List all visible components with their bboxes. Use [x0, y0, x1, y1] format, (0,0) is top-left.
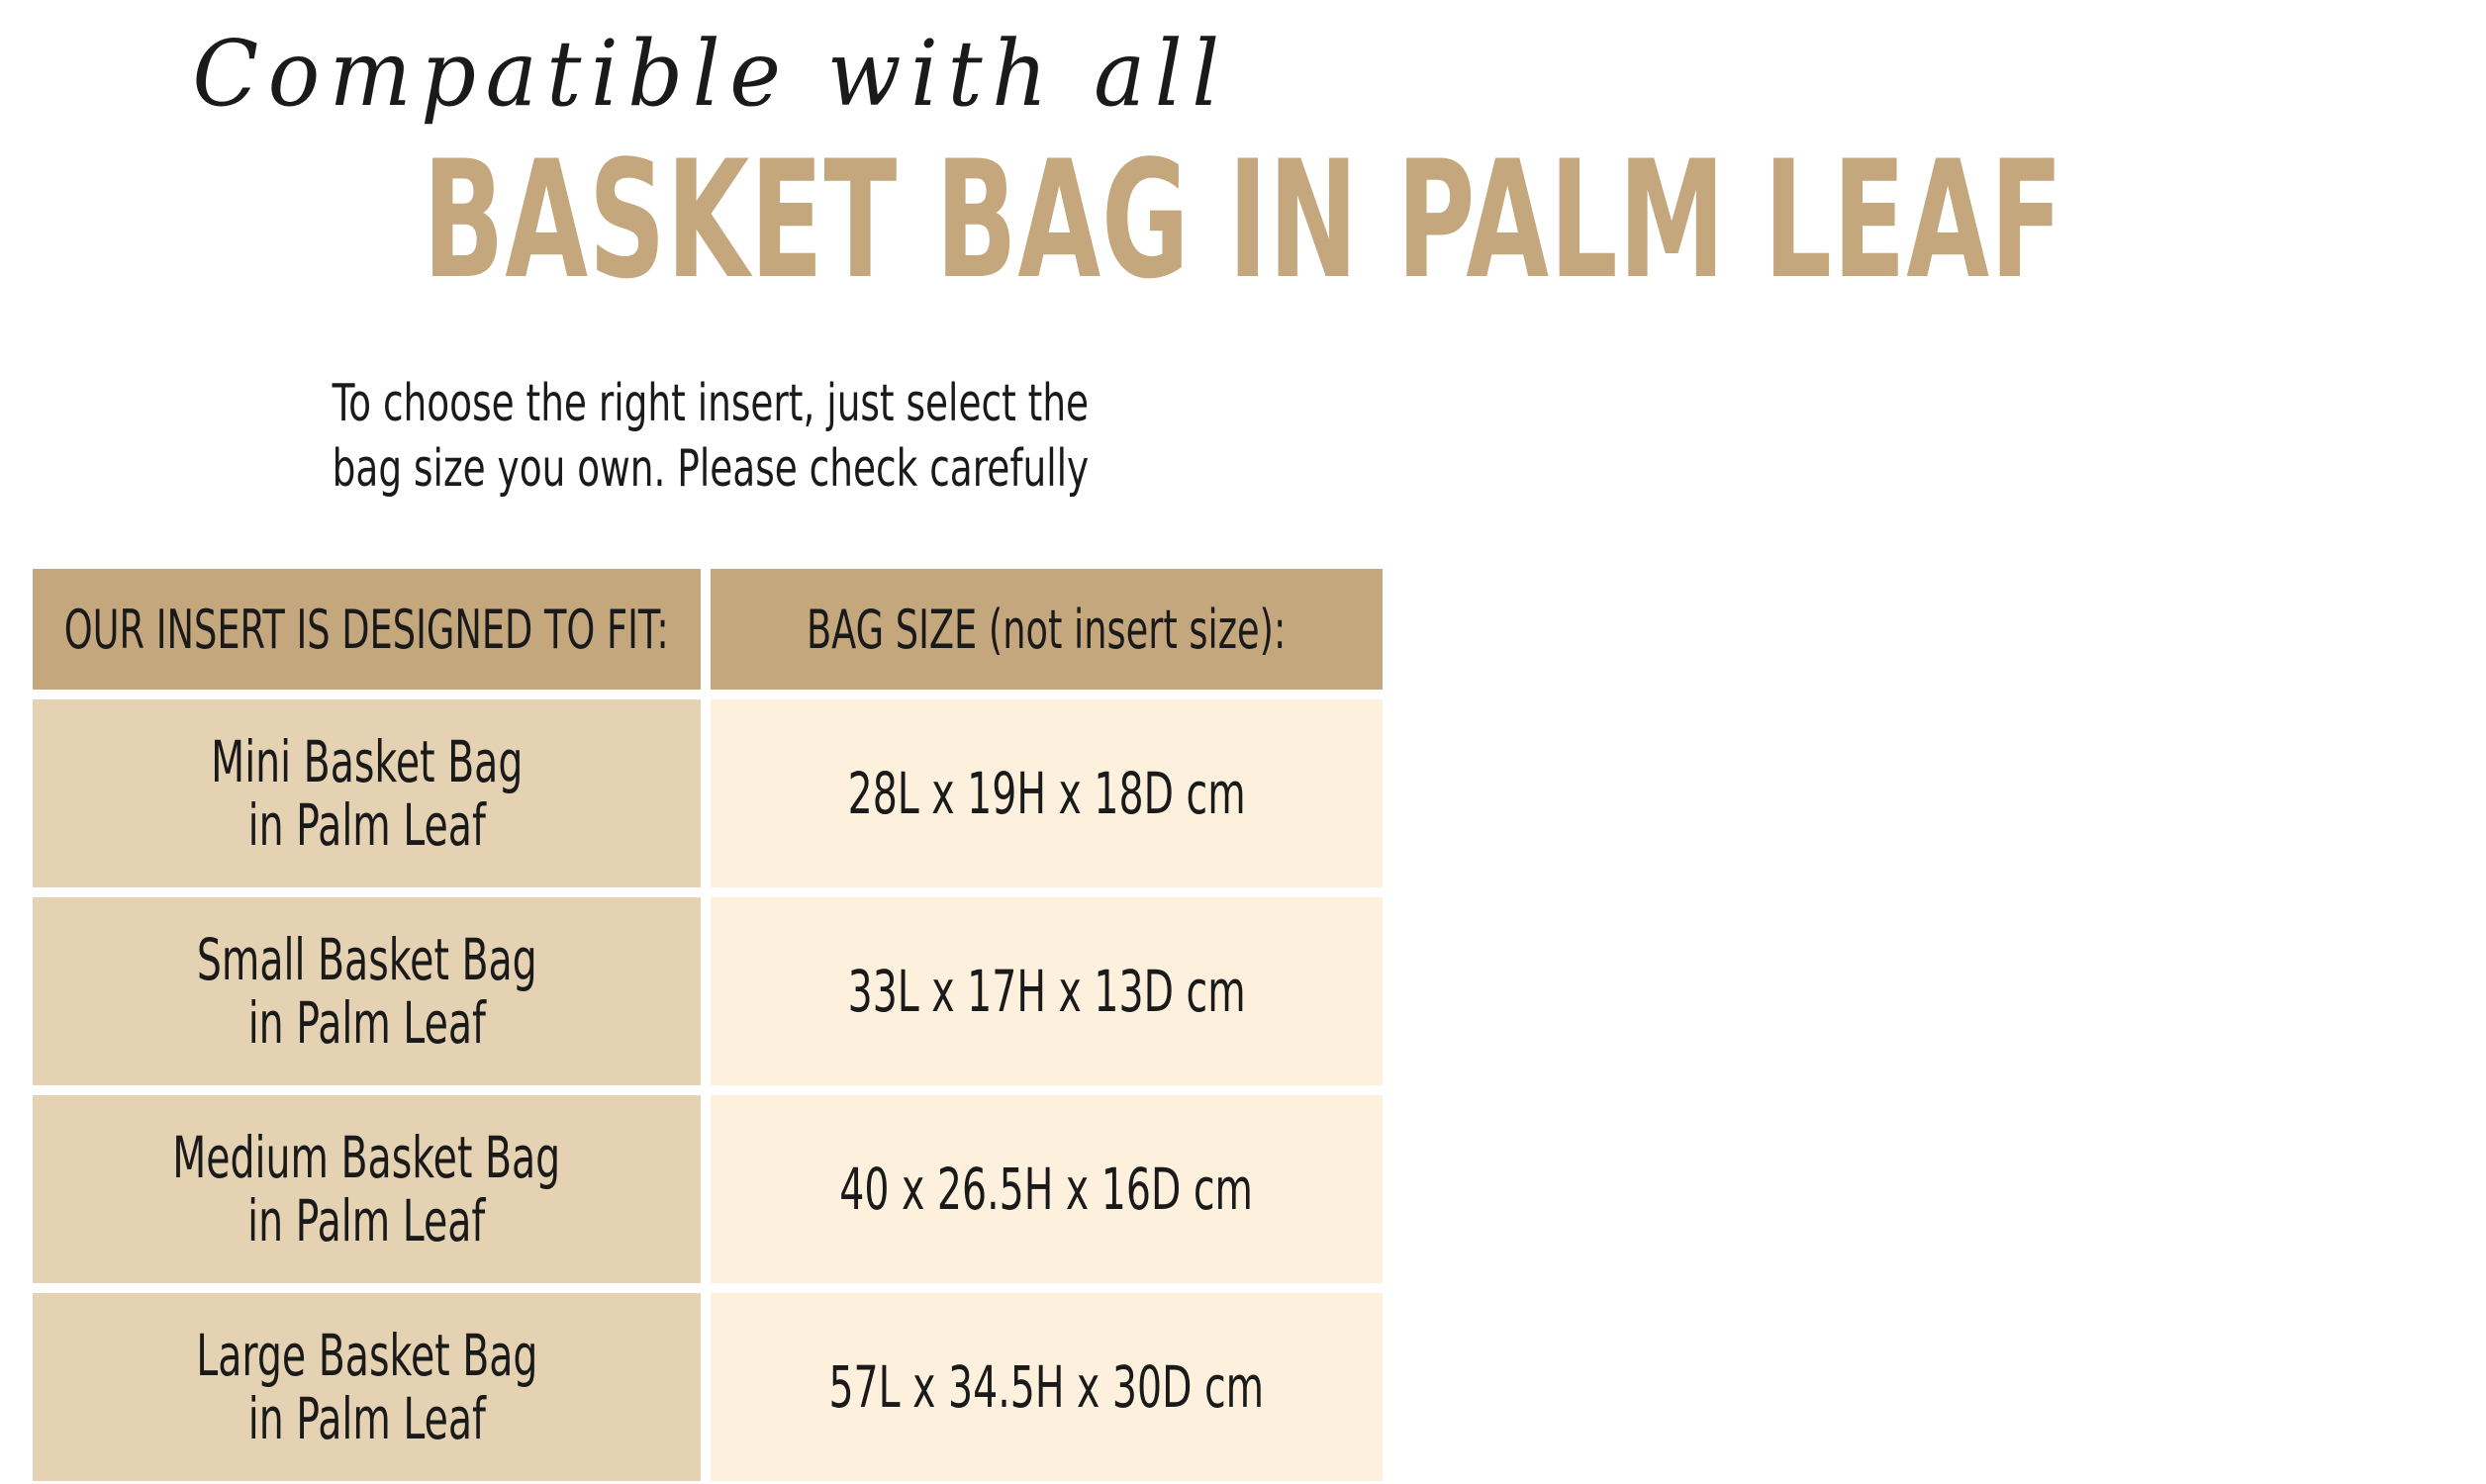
table-row-large-size [711, 1293, 1383, 1481]
instructions-text [0, 371, 1421, 502]
bag-size: 28L x 19H x 18D cm [847, 760, 1246, 827]
table-header-fit [33, 569, 701, 690]
bag-name [196, 1324, 537, 1450]
instructions-line-2: bag size you own. Please check carefully [332, 439, 1090, 499]
script-heading: Compatible with all [192, 21, 1229, 127]
table-row-large-bag [33, 1293, 701, 1481]
table-row-medium-bag [33, 1095, 701, 1283]
table-row-small-bag [33, 897, 701, 1085]
table-header-size-label: BAG SIZE (not insert size): [807, 598, 1287, 661]
table-header-size [711, 569, 1383, 690]
bag-name-line-2: in Palm Leaf [247, 1385, 486, 1452]
bag-name [173, 1126, 561, 1252]
table-row-small-size [711, 897, 1383, 1085]
bag-name [197, 928, 537, 1055]
bag-size: 57L x 34.5H x 30D cm [828, 1353, 1265, 1421]
bag-name-line-1: Large Basket Bag [195, 1322, 538, 1389]
bag-name [211, 730, 523, 857]
bag-name-line-2: in Palm Leaf [247, 791, 486, 859]
instructions-line-1: To choose the right insert, just select the [332, 374, 1090, 433]
table-row-mini-bag [33, 699, 701, 887]
page-title-text: BASKET BAG IN PALM LEAF [423, 126, 2064, 315]
bag-size: 33L x 17H x 13D cm [847, 958, 1246, 1025]
table-row-medium-size [711, 1095, 1383, 1283]
table-row-mini-size [711, 699, 1383, 887]
page-title [0, 126, 2064, 315]
bag-name-line-1: Mini Basket Bag [210, 728, 524, 795]
table-header-fit-label: OUR INSERT IS DESIGNED TO FIT: [64, 598, 669, 661]
bag-name-line-2: in Palm Leaf [247, 989, 486, 1057]
bag-name-line-1: Small Basket Bag [196, 926, 537, 993]
bag-name-line-1: Medium Basket Bag [172, 1124, 561, 1191]
bag-name-line-2: in Palm Leaf [247, 1187, 486, 1254]
bag-size: 40 x 26.5H x 16D cm [839, 1156, 1254, 1223]
